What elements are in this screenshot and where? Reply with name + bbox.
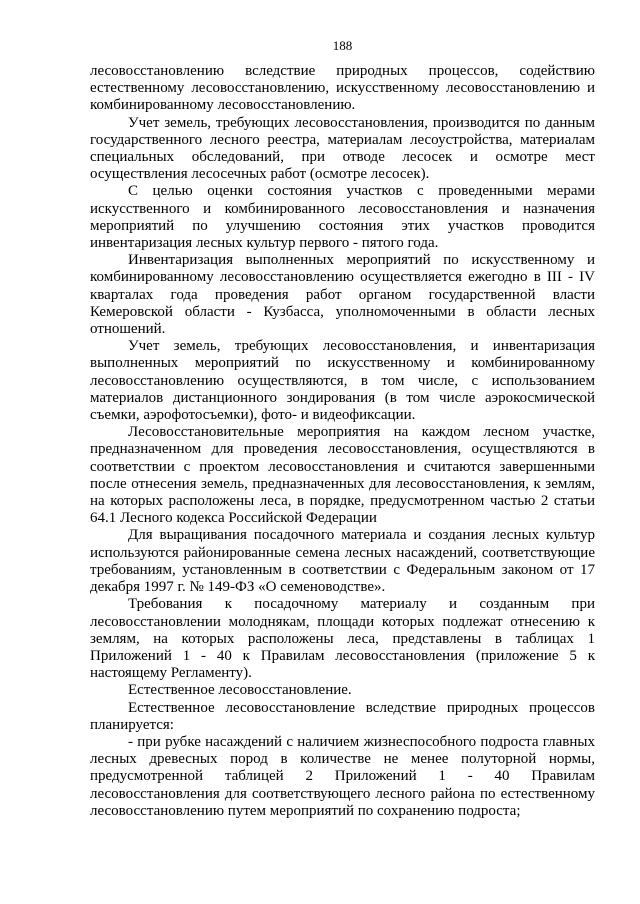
paragraph: Инвентаризация выполненных мероприятий по искусственному и комбинированному лесовосстановлению осуществляется ежегодно в III - IV кварталах года проведения работ органом государственной власти Кемеровской области - Кузбасса, уполномоченными в области лесных отношений. [90,252,595,338]
paragraph: Лесовосстановительные мероприятия на каждом лесном участке, предназначенном для проведения лесовосстановления, осуществляются в соответствии с проектом лесовосстановления и считаются завершенными после отнесения земель, предназначенных для лесовосстановления, к землям, на которых расположены леса, в порядке, предусмотренном частью 2 статьи 64.1 Лесного кодекса Российской Федерации [90,424,595,527]
paragraph: Учет земель, требующих лесовосстановления, и инвентаризация выполненных мероприятий по искусственному и комбинированному лесовосстановлению осуществляются, в том числе, с использованием материалов дистанционного зондирования (в том числе аэрокосмической съемки, аэрофотосъемки), фото- и видеофиксации. [90,338,595,424]
document-page [90,38,595,820]
paragraph: Учет земель, требующих лесовосстановления, производится по данным государственного лесного реестра, материалам лесоустройства, материалам специальных обследований, при отводе лесосек и осмотре мест осуществления лесосечных работ (осмотре лесосек). [90,114,595,183]
paragraph: Естественное лесовосстановление. [128,682,352,699]
paragraph: Для выращивания посадочного материала и создания лесных культур используются районированные семена лесных насаждений, соответствующие требованиям, установленным в соответствии с Федеральным законом от 17 декабря 1997 г. № 149-ФЗ «О семеноводстве». [90,527,595,596]
paragraph: Естественное лесовосстановление вследствие природных процессов планируется: [90,699,595,733]
page-number: 188 [332,38,353,53]
paragraph: лесовосстановлению вследствие природных процессов, содействию естественному лесовосстановлению, искусственному лесовосстановлению и комбинированному лесовосстановлению. [90,63,595,114]
paragraph: - при рубке насаждений с наличием жизнеспособного подроста главных лесных древесных пород в количестве не менее полуторной нормы, предусмотренной таблицей 2 Приложений 1 - 40 Правилам лесовосстановления для соответствующего лесного района по естественному лесовосстановлению путем мероприятий по сохранению подроста; [90,733,595,819]
paragraph: Требования к посадочному материалу и созданным при лесовосстановлении молоднякам, площади которых подлежат отнесению к землям, на которых расположены леса, представлены в таблицах 1 Приложений 1 - 40 к Правилам лесовосстановления (приложение 5 к настоящему Регламенту). [90,596,595,682]
paragraph: С целью оценки состояния участков с проведенными мерами искусственного и комбинированного лесовосстановления и назначения мероприятий по улучшению состояния этих участков проводится инвентаризация лесных культур первого - пятого года. [90,183,595,252]
